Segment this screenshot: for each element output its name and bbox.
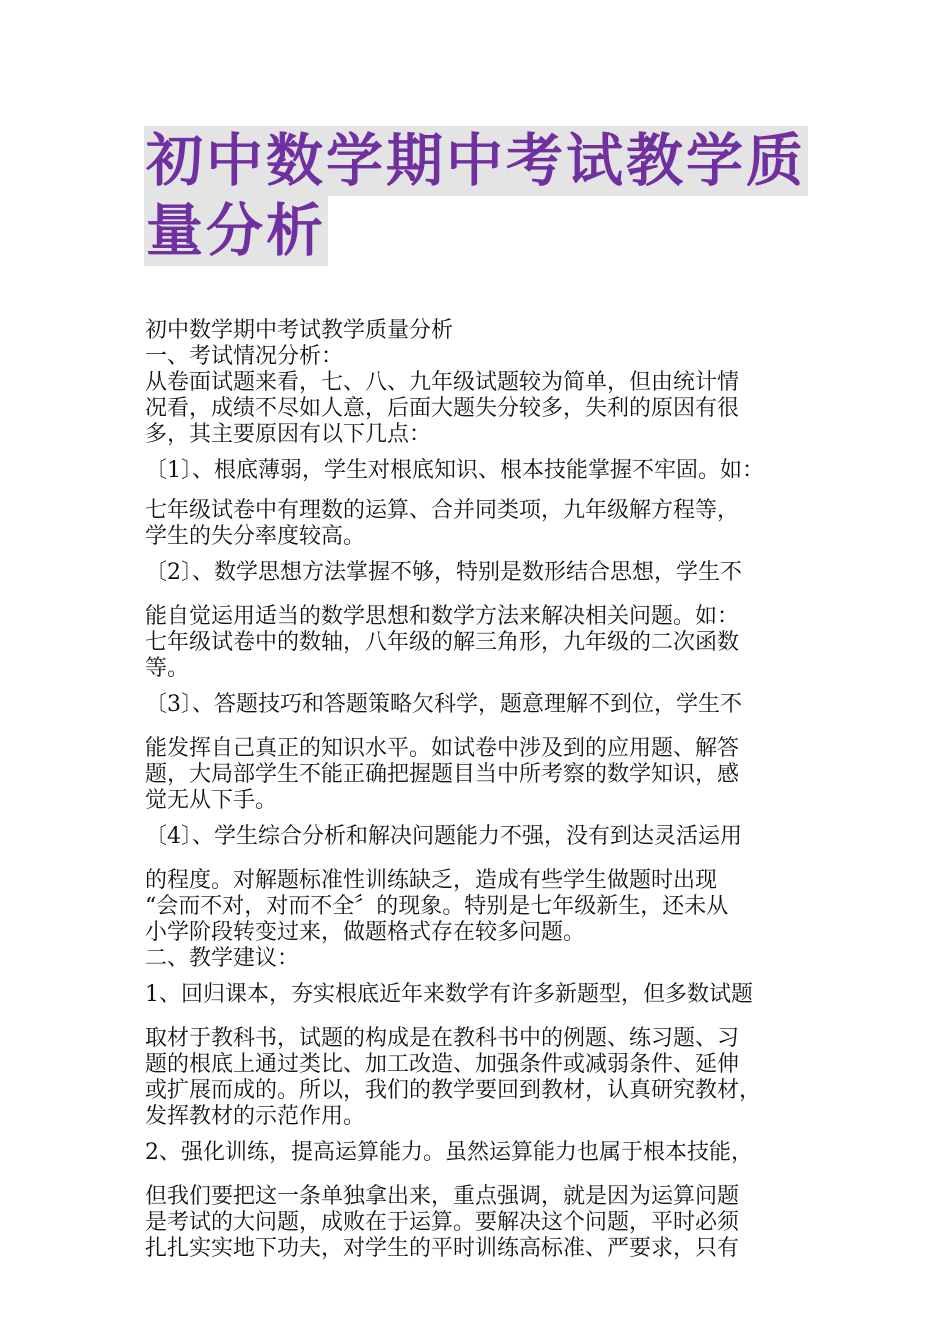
text-line: 觉无从下手。 bbox=[145, 788, 278, 813]
text-line: 发挥教材的示范作用。 bbox=[145, 1104, 366, 1129]
document-body bbox=[145, 318, 815, 1262]
text-line: 等。 bbox=[145, 656, 190, 681]
text-line: 〔3〕、答题技巧和答题策略欠科学，题意理解不到位，学生不 bbox=[145, 692, 742, 717]
text-line: 是考试的大问题，成败在于运算。要解决这个问题，平时必须 bbox=[145, 1210, 740, 1235]
paragraph-point-1 bbox=[145, 458, 815, 550]
text-line: 七年级试卷中的数轴，八年级的解三角形，九年级的二次函数 bbox=[145, 630, 740, 655]
text-line: 题，大局部学生不能正确把握题目当中所考察的数学知识，感 bbox=[145, 762, 740, 787]
title-line-1: 初中数学期中考试教学质 bbox=[146, 128, 806, 194]
text-line: 1、回归课本，夯实根底近年来数学有许多新题型，但多数试题 bbox=[145, 982, 753, 1007]
text-line: 取材于教科书，试题的构成是在教科书中的例题、练习题、习 bbox=[145, 1026, 740, 1051]
text-line: 题的根底上通过类比、加工改造、加强条件或减弱条件、延伸 bbox=[145, 1052, 740, 1077]
text-line: 多，其主要原因有以下几点： bbox=[145, 422, 432, 447]
section-heading-2: 二、教学建议： bbox=[145, 946, 300, 971]
text-line: 从卷面试题来看，七、八、九年级试题较为简单，但由统计情 bbox=[145, 370, 740, 395]
text-line: 七年级试卷中有理数的运算、合并同类项，九年级解方程等， bbox=[145, 498, 740, 523]
text-line: 〔4〕、学生综合分析和解决问题能力不强，没有到达灵活运用 bbox=[145, 824, 742, 849]
paragraph-suggestion-2 bbox=[145, 1140, 815, 1262]
paragraph-point-4 bbox=[145, 824, 815, 946]
paragraph-suggestion-1 bbox=[145, 982, 815, 1130]
text-line: 的程度。对解题标准性训练缺乏，造成有些学生做题时出现 bbox=[145, 868, 718, 893]
text-line: 或扩展而成的。所以，我们的教学要回到教材，认真研究教材， bbox=[145, 1078, 762, 1103]
text-line: 〔2〕、数学思想方法掌握不够，特别是数形结合思想，学生不 bbox=[145, 560, 742, 585]
text-line: 扎扎实实地下功夫，对学生的平时训练高标准、严要求，只有 bbox=[145, 1236, 740, 1261]
text-line: 能发挥自己真正的知识水平。如试卷中涉及到的应用题、解答 bbox=[145, 736, 740, 761]
paragraph-point-2 bbox=[145, 560, 815, 682]
text-line: 小学阶段转变过来，做题格式存在较多问题。 bbox=[145, 920, 586, 945]
paragraph-exam-overview bbox=[145, 370, 815, 448]
text-line: 况看，成绩不尽如人意，后面大题失分较多，失利的原因有很 bbox=[145, 396, 740, 421]
text-line: 〔1〕、根底薄弱，学生对根底知识、根本技能掌握不牢固。如： bbox=[145, 458, 764, 483]
text-line: 但我们要把这一条单独拿出来，重点强调，就是因为运算问题 bbox=[145, 1184, 740, 1209]
text-line: 能自觉运用适当的数学思想和数学方法来解决相关问题。如： bbox=[145, 604, 740, 629]
text-line: 学生的失分率度较高。 bbox=[145, 524, 366, 549]
title-line-2: 量分析 bbox=[146, 198, 326, 264]
text-line: “会而不对，对而不全〞的现象。特别是七年级新生，还未从 bbox=[145, 894, 729, 919]
text-line: 2、强化训练，提高运算能力。虽然运算能力也属于根本技能， bbox=[145, 1140, 753, 1165]
body-heading: 初中数学期中考试教学质量分析 bbox=[145, 318, 454, 343]
section-heading-1: 一、考试情况分析： bbox=[145, 344, 344, 369]
paragraph-point-3 bbox=[145, 692, 815, 814]
